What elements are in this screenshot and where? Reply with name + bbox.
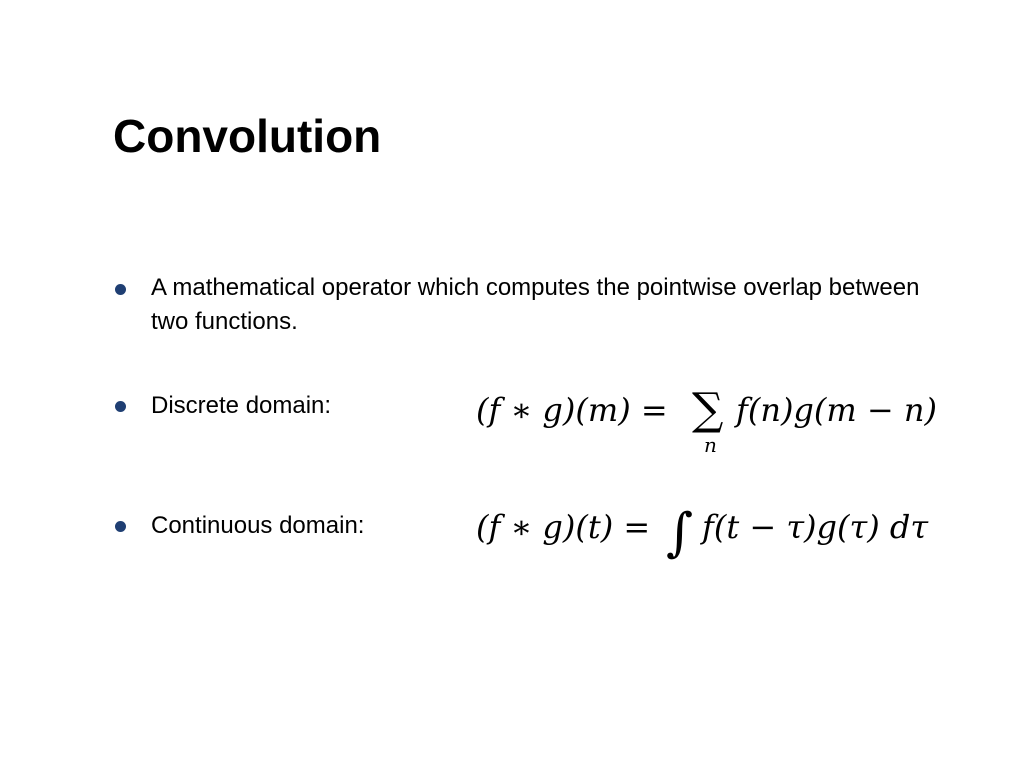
sum-subscript: n bbox=[704, 433, 717, 457]
formula-rhs: f(t − τ)g(τ) dτ bbox=[702, 508, 929, 546]
formula-rhs: f(n)g(m − n) bbox=[736, 391, 937, 429]
bullet-text: A mathematical operator which computes the pointwise overlap between two functions. bbox=[151, 274, 920, 335]
bullet-text: Continuous domain: bbox=[151, 512, 365, 539]
bullet-text: Discrete domain: bbox=[151, 392, 332, 419]
sum-symbol: ∑ bbox=[692, 384, 724, 435]
bullet-dot-icon bbox=[115, 401, 126, 412]
formula-lhs: (f ∗ g)(t) = bbox=[476, 508, 651, 546]
formula-lhs: (f ∗ g)(m) = bbox=[476, 391, 668, 429]
integral-symbol: ∫ bbox=[666, 503, 694, 563]
bullet-dot-icon bbox=[115, 284, 126, 295]
discrete-convolution-formula bbox=[470, 378, 970, 460]
bullet-dot-icon bbox=[115, 521, 126, 532]
slide-title: Convolution bbox=[113, 110, 382, 162]
continuous-convolution-formula bbox=[470, 498, 970, 568]
